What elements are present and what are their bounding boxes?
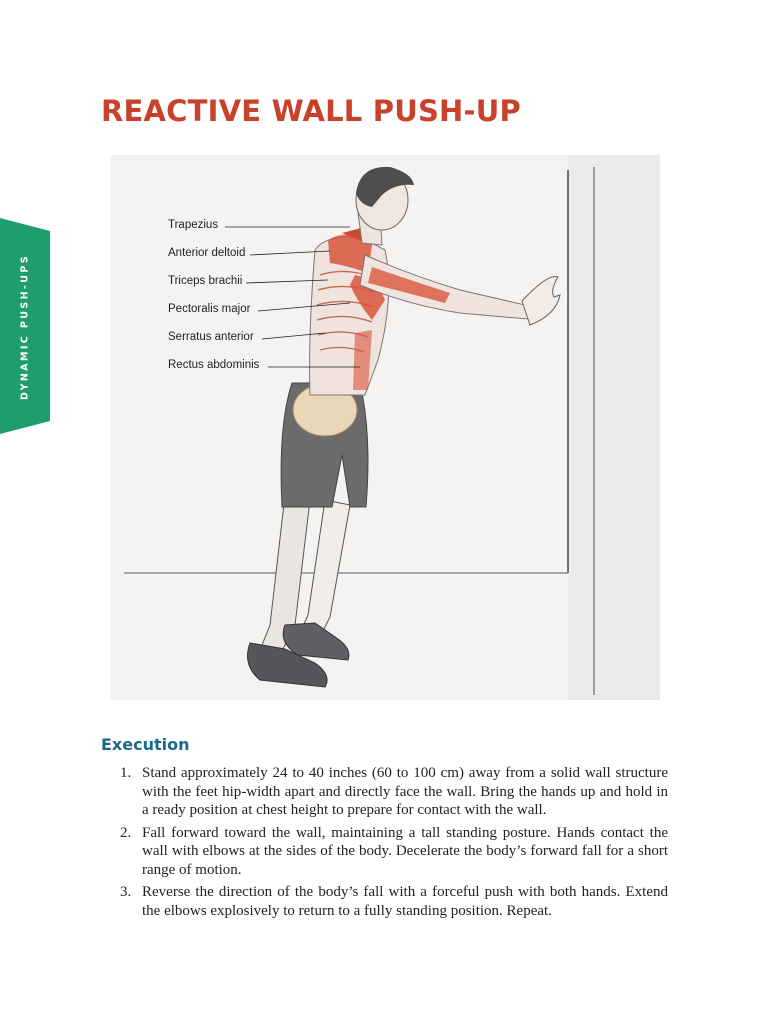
step-text: Reverse the direction of the body’s fall with a forceful push with both hands. Extend the elbows explosively to return to a fully standing position. Repeat. — [142, 884, 668, 919]
label-trapezius: Trapezius — [168, 219, 219, 231]
list-item — [120, 883, 668, 920]
step-number: 3. — [120, 884, 132, 900]
step-text: Fall forward toward the wall, maintaining a tall standing posture. Hands contact the wall with elbows at the sides of the body. Decelerate the body’s forward fall for a short range of motion. — [142, 824, 668, 878]
label-rectus-abdominis: Rectus abdominis — [168, 359, 260, 371]
execution-heading: Execution — [101, 735, 190, 754]
label-triceps-brachii: Triceps brachii — [168, 275, 243, 287]
step-text: Stand approximately 24 to 40 inches (60 to 100 cm) away from a solid wall structure with the feet hip-width apart and directly face the wall. Bring the hands up and hold in a ready position at chest height to prepare for contact with the wall. — [142, 765, 668, 818]
execution-steps — [120, 764, 668, 924]
label-pectoralis-major: Pectoralis major — [168, 303, 251, 315]
step-number: 1. — [120, 765, 132, 781]
label-serratus-anterior: Serratus anterior — [168, 331, 254, 343]
wall-surface — [568, 155, 660, 700]
exercise-illustration — [110, 155, 660, 700]
side-tab-label: DYNAMIC PUSH-UPS — [19, 254, 31, 400]
list-item — [120, 824, 668, 880]
page-title: REACTIVE WALL PUSH-UP — [101, 94, 521, 128]
step-number: 2. — [120, 824, 132, 841]
label-anterior-deltoid: Anterior deltoid — [168, 247, 246, 259]
illustration-drawing — [110, 155, 660, 700]
list-item — [120, 764, 668, 820]
